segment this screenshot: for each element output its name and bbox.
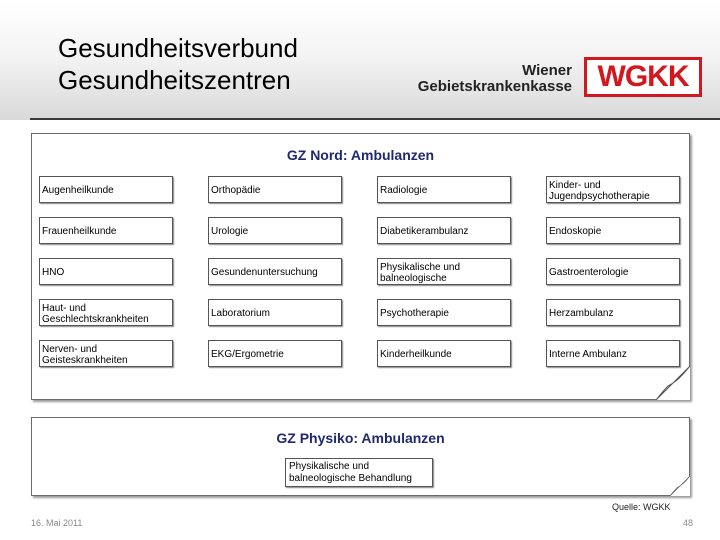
ambulanz-cell <box>546 299 680 326</box>
physiko-cell <box>285 458 433 487</box>
ambulanz-cell-label: HNO <box>42 267 65 278</box>
logo-text-line-1: Wiener <box>522 62 572 79</box>
ambulanz-cell <box>208 217 342 244</box>
ambulanz-cell-label: Gastroenterologie <box>549 267 629 278</box>
ambulanz-cell-label: Urologie <box>211 226 249 237</box>
ambulanz-cell <box>39 299 173 326</box>
slide-title-line-1: Gesundheitsverbund <box>58 33 298 63</box>
page-curl-icon <box>656 366 690 400</box>
ambulanz-cell-label: Radiologie <box>380 185 428 196</box>
ambulanz-cell <box>546 340 680 367</box>
ambulanz-cell-label: Frauenheilkunde <box>42 226 117 237</box>
ambulanz-cell <box>546 217 680 244</box>
panel-gz-physiko <box>31 417 690 496</box>
ambulanz-cell <box>208 340 342 367</box>
ambulanz-cell <box>377 176 511 203</box>
source-note: Quelle: WGKK <box>612 502 671 512</box>
ambulanz-cell <box>39 176 173 203</box>
ambulanz-cell <box>208 176 342 203</box>
page-curl-icon <box>670 476 690 496</box>
logo-wordmark <box>412 62 572 96</box>
panel-gz-physiko-title: GZ Physiko: Ambulanzen <box>276 430 445 446</box>
ambulanz-cell-label: Endoskopie <box>549 226 602 237</box>
ambulanz-cell <box>377 299 511 326</box>
panel-gz-nord <box>31 133 690 400</box>
ambulanz-cell-label: Gesundenuntersuchung <box>211 267 318 278</box>
ambulanz-cell <box>39 340 173 367</box>
ambulanz-cell-label: Diabetikerambulanz <box>380 226 469 237</box>
physiko-cell-text: Physikalische und balneologische Behandlung <box>289 461 412 484</box>
ambulanz-cell <box>377 217 511 244</box>
ambulanz-cell <box>208 299 342 326</box>
ambulanz-cell-label: Orthopädie <box>211 185 261 196</box>
ambulanz-cell-label: Physikalische und balneologische <box>380 262 461 284</box>
ambulanz-cell <box>39 217 173 244</box>
logo-text-line-2: Gebietskrankenkasse <box>417 78 572 95</box>
ambulanz-cell-label: Psychotherapie <box>380 308 449 319</box>
ambulanz-cell <box>39 258 173 285</box>
footer-date: 16. Mai 2011 <box>31 518 83 528</box>
ambulanz-cell <box>546 176 680 203</box>
slide-title-line-2: Gesundheitszentren <box>58 65 291 95</box>
panel-gz-nord-title: GZ Nord: Ambulanzen <box>286 147 435 163</box>
ambulanz-cell-label: Haut- und Geschlechtskrankheiten <box>42 303 149 325</box>
ambulanz-cell <box>546 258 680 285</box>
ambulanz-cell-label: Nerven- und Geisteskrankheiten <box>42 344 128 366</box>
ambulanz-cell-label: Laboratorium <box>211 308 270 319</box>
ambulanz-cell <box>377 258 511 285</box>
ambulanz-cell-label: Herzambulanz <box>549 308 614 319</box>
ambulanz-cell-label: EKG/Ergometrie <box>211 349 284 360</box>
ambulanz-cell <box>377 340 511 367</box>
ambulanz-cell-label: Kinder- und Jugendpsychotherapie <box>549 180 650 202</box>
ambulanz-cell <box>208 258 342 285</box>
wgkk-logo-letters: WGKK <box>597 60 689 93</box>
ambulanz-cell-label: Augenheilkunde <box>42 185 114 196</box>
page-number: 48 <box>683 518 694 528</box>
header-divider <box>30 118 720 120</box>
ambulanz-cell-label: Kinderheilkunde <box>380 349 452 360</box>
wgkk-logo <box>584 57 702 97</box>
ambulanz-cell-label: Interne Ambulanz <box>549 349 627 360</box>
